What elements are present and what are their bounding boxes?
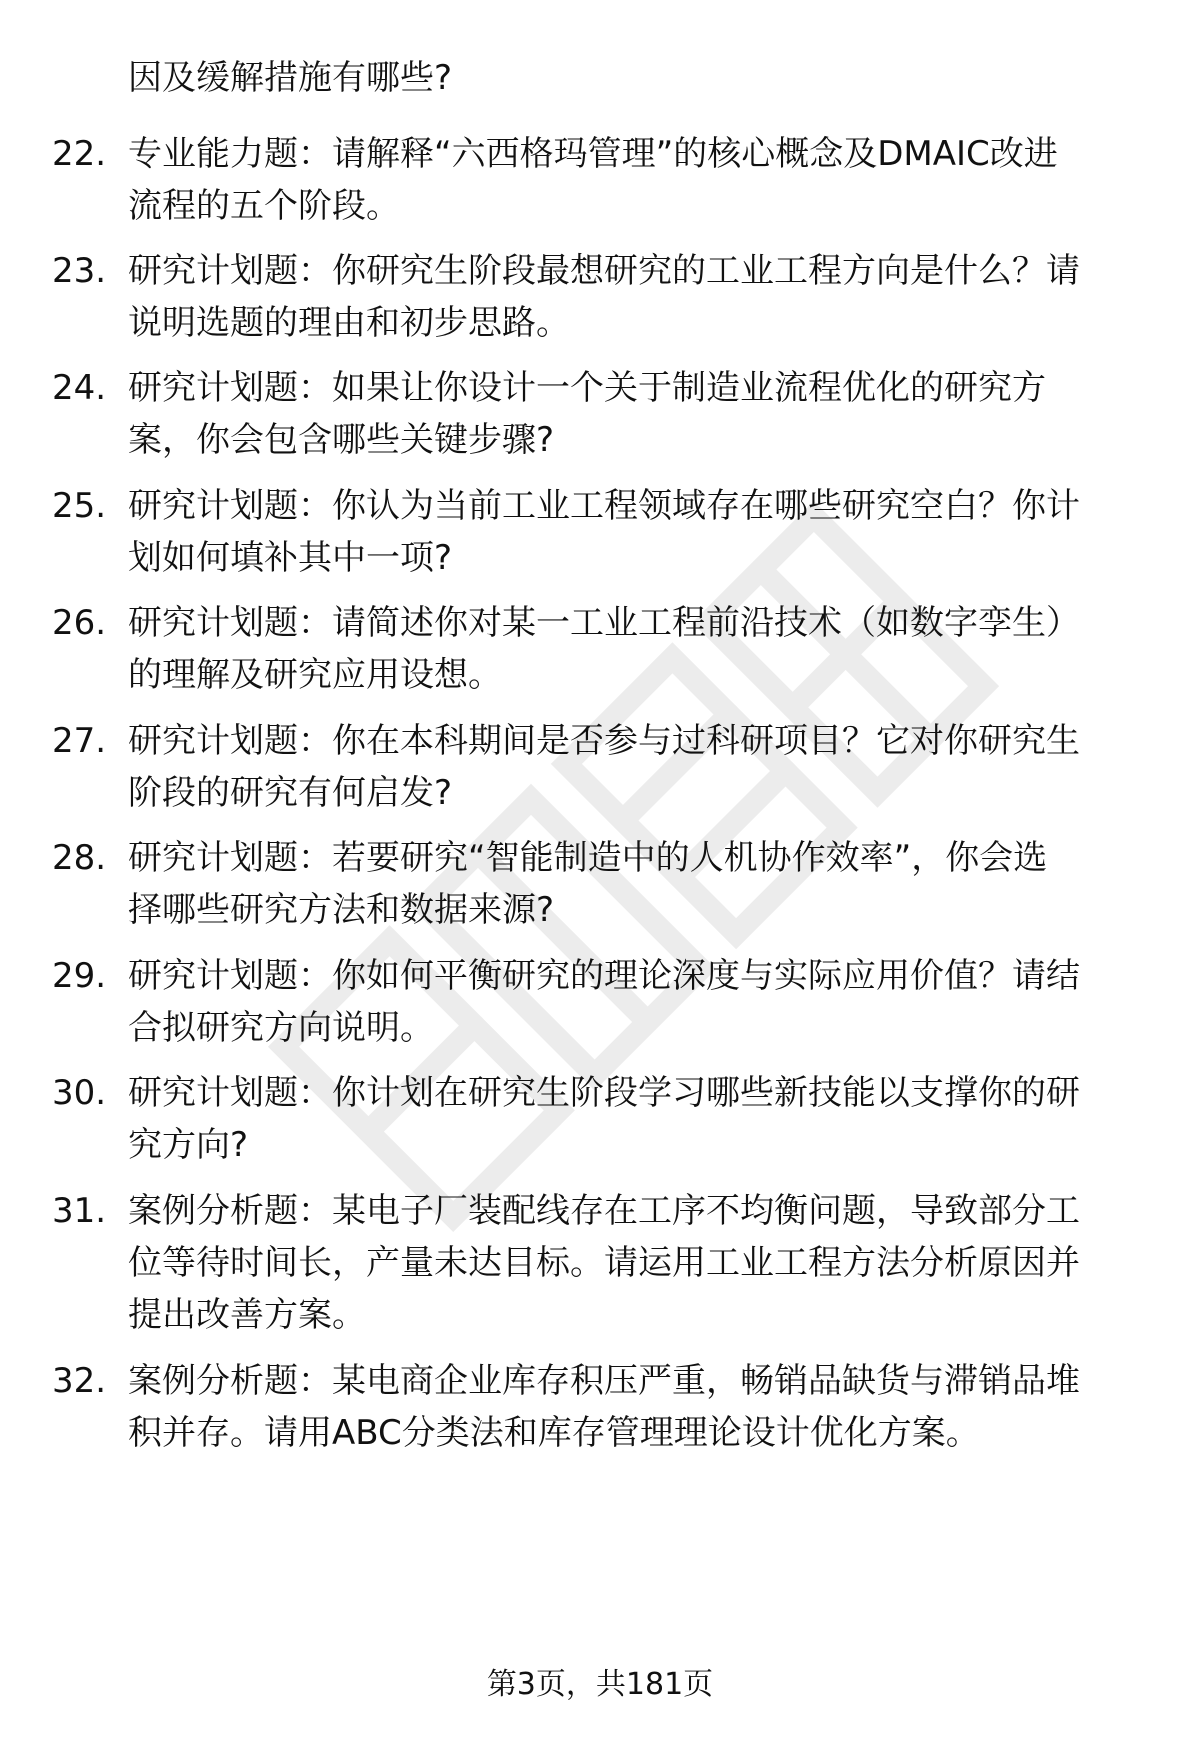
question-line: 积并存。请用ABC分类法和库存管理理论设计优化方案。 bbox=[128, 1413, 980, 1453]
question-line: 研究计划题：你研究生阶段最想研究的工业工程方向是什么？请 bbox=[128, 251, 1080, 291]
question-line: 研究计划题：如果让你设计一个关于制造业流程优化的研究方 bbox=[128, 368, 1046, 408]
question-number: 31. bbox=[52, 1191, 107, 1231]
page-footer: 第3页，共181页 bbox=[486, 1667, 714, 1702]
question-text bbox=[128, 480, 1198, 584]
question-line: 研究计划题：你在本科期间是否参与过科研项目？它对你研究生 bbox=[128, 721, 1080, 761]
question-line: 研究计划题：你认为当前工业工程领域存在哪些研究空白？你计 bbox=[128, 486, 1080, 526]
question-line: 的理解及研究应用设想。 bbox=[128, 655, 502, 695]
question-line: 合拟研究方向说明。 bbox=[128, 1008, 434, 1048]
question-line: 说明选题的理由和初步思路。 bbox=[128, 303, 570, 343]
question-line: 研究计划题：请简述你对某一工业工程前沿技术（如数字孪生） bbox=[128, 603, 1080, 643]
question-line: 研究计划题：你计划在研究生阶段学习哪些新技能以支撑你的研 bbox=[128, 1073, 1080, 1113]
question-text bbox=[128, 1067, 1198, 1171]
question-number: 28. bbox=[52, 838, 107, 878]
question-text bbox=[128, 832, 1198, 936]
question-text bbox=[128, 245, 1198, 349]
question-text bbox=[128, 1185, 1198, 1341]
question-line: 位等待时间长，产量未达目标。请运用工业工程方法分析原因并 bbox=[128, 1243, 1080, 1283]
question-number: 32. bbox=[52, 1361, 107, 1401]
question-number: 30. bbox=[52, 1073, 107, 1113]
question-line: 案例分析题：某电商企业库存积压严重，畅销品缺货与滞销品堆 bbox=[128, 1361, 1080, 1401]
question-line: 研究计划题：你如何平衡研究的理论深度与实际应用价值？请结 bbox=[128, 956, 1080, 996]
question-text bbox=[128, 128, 1198, 232]
question-number: 23. bbox=[52, 251, 107, 291]
question-line: 究方向? bbox=[128, 1125, 249, 1165]
question-line: 提出改善方案。 bbox=[128, 1295, 366, 1335]
question-text bbox=[128, 597, 1198, 701]
question-number: 29. bbox=[52, 956, 107, 996]
question-text bbox=[128, 362, 1198, 466]
question-line: 阶段的研究有何启发? bbox=[128, 773, 453, 813]
question-number: 26. bbox=[52, 603, 107, 643]
question-line: 案，你会包含哪些关键步骤? bbox=[128, 420, 555, 460]
question-line: 研究计划题：若要研究“智能制造中的人机协作效率”，你会选 bbox=[128, 838, 1048, 878]
question-text bbox=[128, 1355, 1198, 1459]
question-number: 25. bbox=[52, 486, 107, 526]
question-line: 流程的五个阶段。 bbox=[128, 186, 400, 226]
question-number: 24. bbox=[52, 368, 107, 408]
question-text bbox=[128, 715, 1198, 819]
question-line: 划如何填补其中一项? bbox=[128, 538, 453, 578]
question-text bbox=[128, 950, 1198, 1054]
continuation-line: 因及缓解措施有哪些? bbox=[128, 58, 453, 98]
question-line: 案例分析题：某电子厂装配线存在工序不均衡问题，导致部分工 bbox=[128, 1191, 1080, 1231]
question-number: 22. bbox=[52, 134, 107, 174]
question-line: 择哪些研究方法和数据来源? bbox=[128, 890, 555, 930]
question-line: 专业能力题：请解释“六西格玛管理”的核心概念及DMAIC改进 bbox=[128, 134, 1058, 174]
question-number: 27. bbox=[52, 721, 107, 761]
